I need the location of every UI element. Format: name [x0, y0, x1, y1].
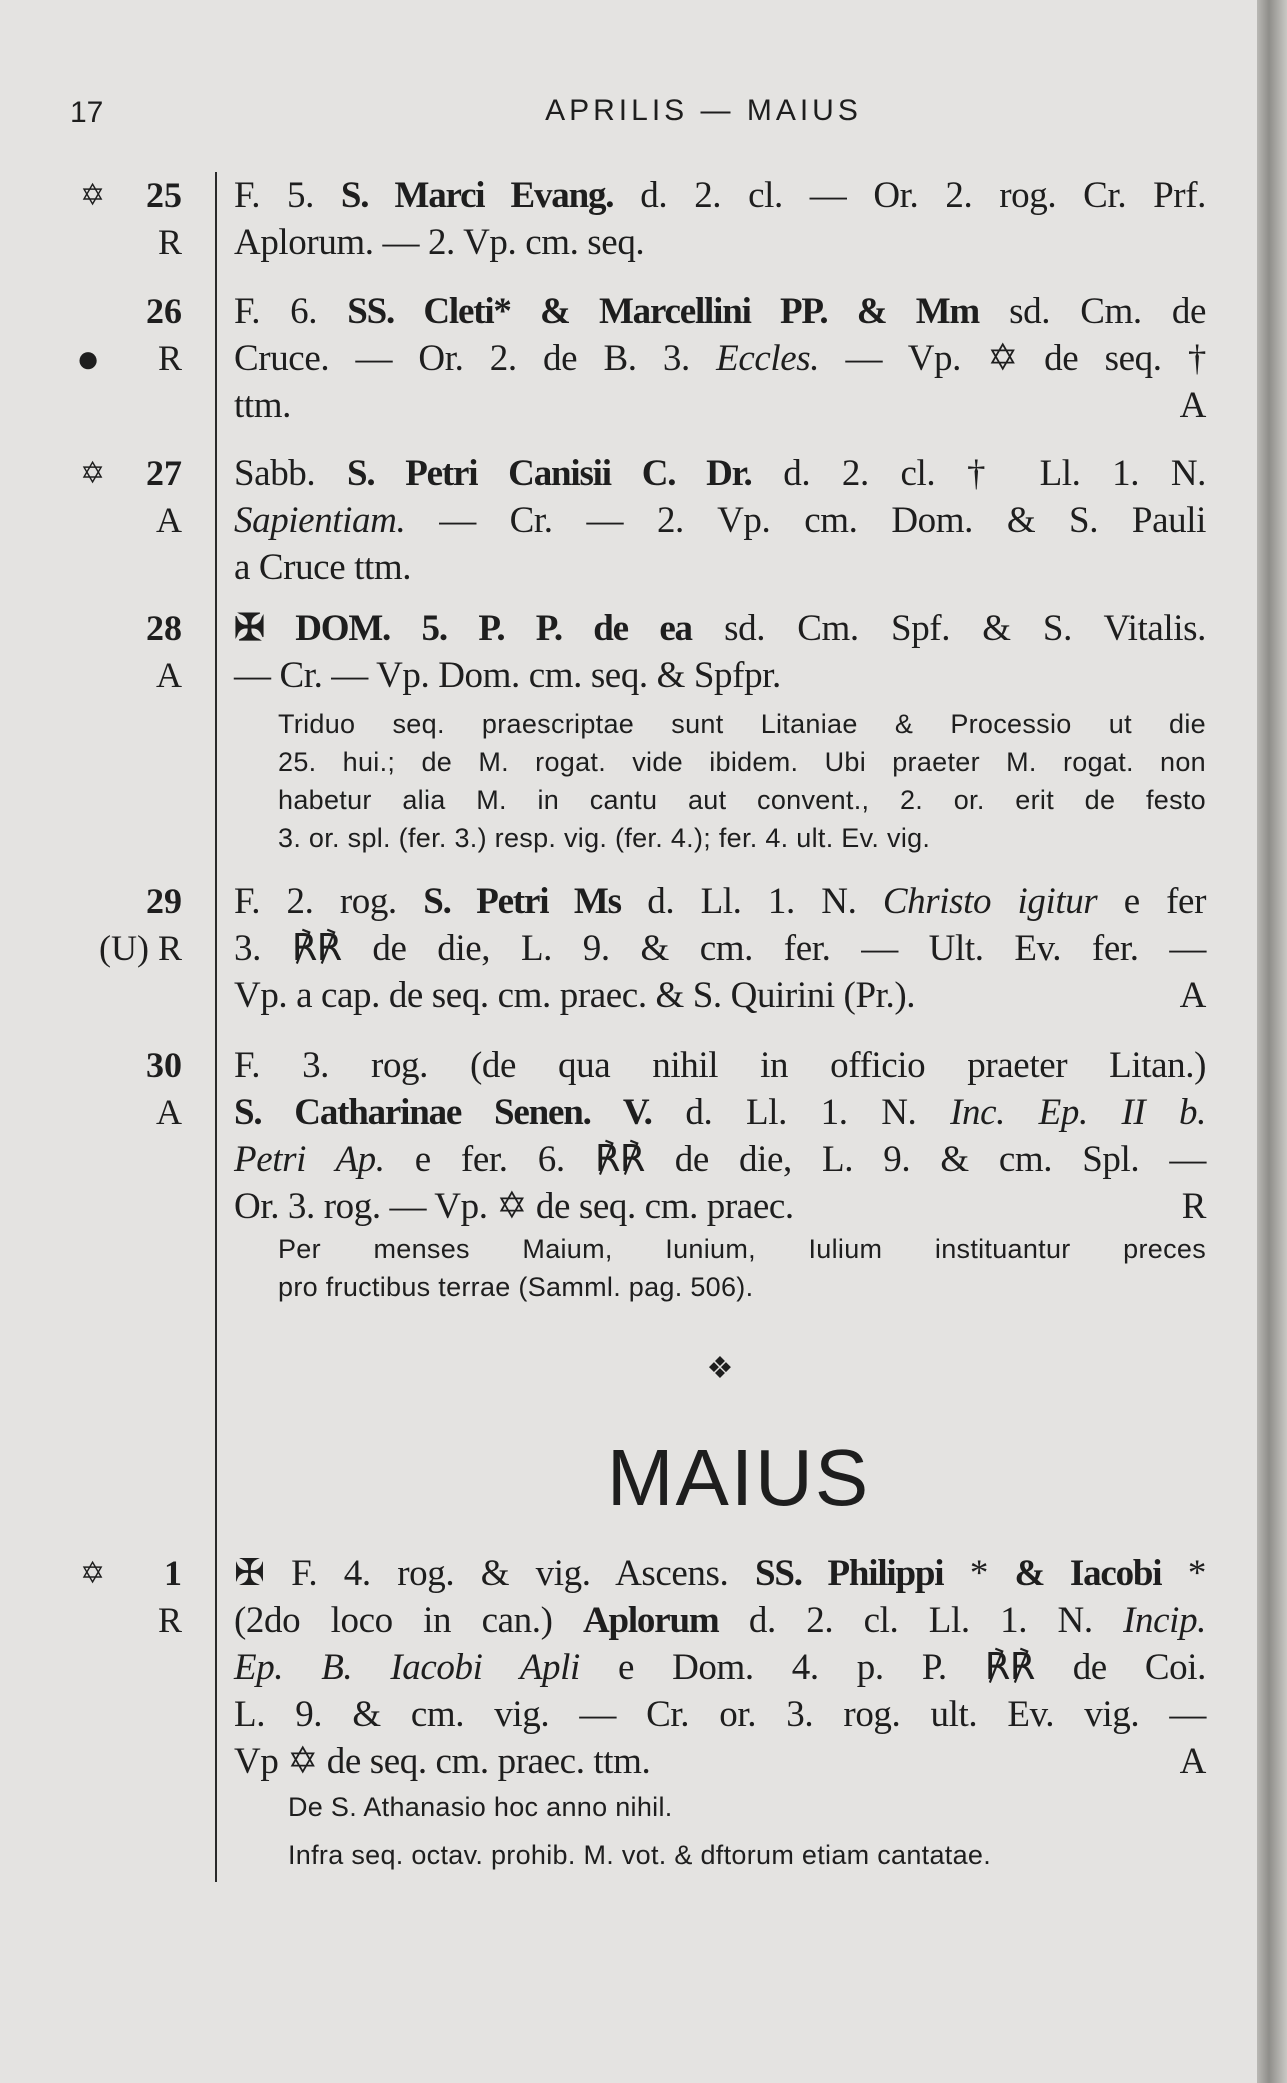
- page-edge: [1257, 0, 1287, 2083]
- text-segment: — Cr. — 2. Vp. cm. Dom. & S. Pauli: [405, 500, 1206, 541]
- text-segment: *: [943, 1553, 1015, 1594]
- page-number: 17: [70, 96, 104, 129]
- entry-line: [234, 1691, 1206, 1738]
- text-segment: S. Marci Evang.: [340, 175, 614, 216]
- entry-line: [234, 544, 1206, 591]
- text-segment: F. 5.: [234, 175, 341, 216]
- text-segment: Inc. Ep. II b.: [950, 1092, 1206, 1133]
- note-line: Infra seq. octav. prohib. M. vot. & dftorum etiam cantatae.: [288, 1840, 992, 1870]
- text-segment: sd. Cm. Spf. & S. Vitalis.: [691, 608, 1206, 649]
- entry-line: [234, 1136, 1206, 1183]
- liturgical-color: A: [156, 1092, 182, 1132]
- text-segment: Sapientiam.: [234, 500, 406, 541]
- day-number: 30: [146, 1045, 182, 1085]
- entry-line: [234, 335, 1206, 382]
- text-segment: sd. Cm. de: [979, 291, 1206, 332]
- note-line: De S. Athanasio hoc anno nihil.: [288, 1792, 673, 1822]
- text-segment: — Cr. — Vp. Dom. cm. seq. & Spfpr.: [234, 655, 781, 696]
- text-segment: e fer: [1097, 881, 1207, 922]
- liturgical-color: R: [157, 222, 182, 262]
- entry-line: [234, 1597, 1206, 1644]
- text-segment: F. 3. rog. (de qua nihil in officio praeter Litan.): [234, 1045, 1206, 1086]
- text-segment: & Iacobi: [1014, 1553, 1162, 1594]
- text-segment: Aplorum. — 2. Vp. cm. seq.: [234, 222, 645, 263]
- note: [288, 1788, 1216, 1826]
- text-segment: d. 2. cl. — Or. 2. rog. Cr. Prf.: [613, 175, 1206, 216]
- liturgical-color: A: [156, 655, 182, 695]
- text-segment: Cruce. — Or. 2. de B. 3.: [234, 338, 717, 379]
- text-segment: e fer. 6. ℟℟ de die, L. 9. & cm. Spl. —: [384, 1139, 1206, 1180]
- text-segment: Or. 3. rog. — Vp. ✡ de seq. cm. praec.: [234, 1186, 794, 1227]
- entry-line: [234, 1183, 1206, 1230]
- entry-line: [234, 219, 1206, 266]
- text-segment: Aplorum: [582, 1600, 719, 1641]
- liturgical-color-mark: R: [1181, 1186, 1206, 1227]
- text-segment: S. Catharinae Senen. V.: [234, 1092, 652, 1133]
- liturgical-color-mark: A: [1179, 1741, 1206, 1782]
- star-icon: ✡: [80, 457, 106, 490]
- day-number: 28: [146, 608, 182, 648]
- text-segment: Vp. a cap. de seq. cm. praec. & S. Quirini (Pr.).: [234, 975, 916, 1016]
- day-number: 1: [164, 1553, 182, 1593]
- entry-line: [234, 450, 1206, 497]
- text-segment: *: [1161, 1553, 1207, 1594]
- text-segment: L. 9. & cm. vig. — Cr. or. 3. rog. ult. Ev. vig. —: [234, 1694, 1206, 1735]
- liturgical-color-mark: A: [1179, 975, 1206, 1016]
- note-line: 3. or. spl. (fer. 3.) resp. vig. (fer. 4.); fer. 4. ult. Ev. vig.: [278, 823, 931, 853]
- entry-line: [234, 497, 1206, 544]
- text-segment: d. Ll. 1. N.: [620, 881, 883, 922]
- note: [278, 1230, 1206, 1306]
- entry-line: [234, 172, 1206, 219]
- text-segment: Sabb.: [234, 453, 347, 494]
- text-segment: ✠ DOM. 5. P. P. de ea: [234, 608, 692, 649]
- new-moon-icon: ●: [76, 336, 101, 381]
- text-segment: d. Ll. 1. N.: [651, 1092, 951, 1133]
- text-segment: SS. Cleti* & Marcellini PP. & Mm: [347, 291, 980, 332]
- note-line: habetur alia M. in cantu aut convent., 2. or. erit de festo: [278, 785, 1206, 815]
- text-segment: S. Petri Ms: [423, 881, 621, 922]
- text-segment: S. Petri Canisii C. Dr.: [346, 453, 752, 494]
- entry-line: [234, 878, 1206, 925]
- day-number: 26: [146, 291, 182, 331]
- day-number: 27: [146, 453, 182, 493]
- text-segment: (2do loco in can.): [234, 1600, 583, 1641]
- note-line: pro fructibus terrae (Samml. pag. 506).: [278, 1272, 754, 1302]
- entry-line: [234, 1644, 1206, 1691]
- text-segment: Eccles.: [716, 338, 820, 379]
- liturgical-color: A: [156, 500, 182, 540]
- text-segment: — Vp. ✡ de seq. †: [819, 338, 1206, 379]
- text-segment: Petri Ap.: [234, 1139, 385, 1180]
- entry-line: [234, 1738, 1206, 1785]
- text-segment: e Dom. 4. p. P. ℟℟ de Coi.: [579, 1647, 1206, 1688]
- entry-line: [234, 652, 1206, 699]
- day-number: 25: [146, 175, 182, 215]
- note: [278, 705, 1206, 857]
- text-segment: ✠ F. 4. rog. & vig. Ascens.: [234, 1553, 755, 1594]
- entry-line: [234, 1089, 1206, 1136]
- entry-line: [234, 288, 1206, 335]
- text-segment: F. 2. rog.: [234, 881, 424, 922]
- note-line: Triduo seq. praescriptae sunt Litaniae & Processio ut die: [278, 709, 1206, 739]
- note-line: Per menses Maium, Iunium, Iulium instituantur preces: [278, 1234, 1206, 1264]
- star-icon: ✡: [80, 179, 106, 212]
- liturgical-color-mark: A: [1179, 385, 1206, 426]
- liturgical-color: (U) R: [99, 928, 182, 968]
- star-icon: ✡: [80, 1557, 106, 1590]
- text-segment: F. 6.: [234, 291, 348, 332]
- entry-line: [234, 1550, 1206, 1597]
- entry-line: [234, 605, 1206, 652]
- text-segment: SS. Philippi: [754, 1553, 944, 1594]
- text-segment: Incip.: [1123, 1600, 1207, 1641]
- month-title: MAIUS: [606, 1433, 871, 1522]
- note-line: 25. hui.; de M. rogat. vide ibidem. Ubi praeter M. rogat. non: [278, 747, 1206, 777]
- liturgical-color: R: [157, 338, 182, 378]
- entry-line: [234, 382, 1206, 429]
- ornament-icon: ❖: [706, 1352, 734, 1385]
- text-segment: Christo igitur: [882, 881, 1098, 922]
- text-segment: ttm.: [234, 385, 291, 426]
- note: [288, 1836, 1216, 1874]
- entry-line: [234, 925, 1206, 972]
- day-number: 29: [146, 881, 182, 921]
- text-segment: Vp ✡ de seq. cm. praec. ttm.: [234, 1741, 651, 1782]
- text-segment: Ep. B. Iacobi Apli: [234, 1647, 580, 1688]
- text-segment: a Cruce ttm.: [234, 547, 412, 588]
- running-head: APRILIS — MAIUS: [545, 94, 862, 127]
- text-segment: d. 2. cl. † Ll. 1. N.: [751, 453, 1206, 494]
- text-segment: 3. ℟℟ de die, L. 9. & cm. fer. — Ult. Ev. fer. —: [234, 928, 1206, 969]
- column-rule: [215, 172, 217, 1882]
- text-segment: d. 2. cl. Ll. 1. N.: [718, 1600, 1124, 1641]
- entry-line: [234, 1042, 1206, 1089]
- entry-line: [234, 972, 1206, 1019]
- liturgical-color: R: [157, 1600, 182, 1640]
